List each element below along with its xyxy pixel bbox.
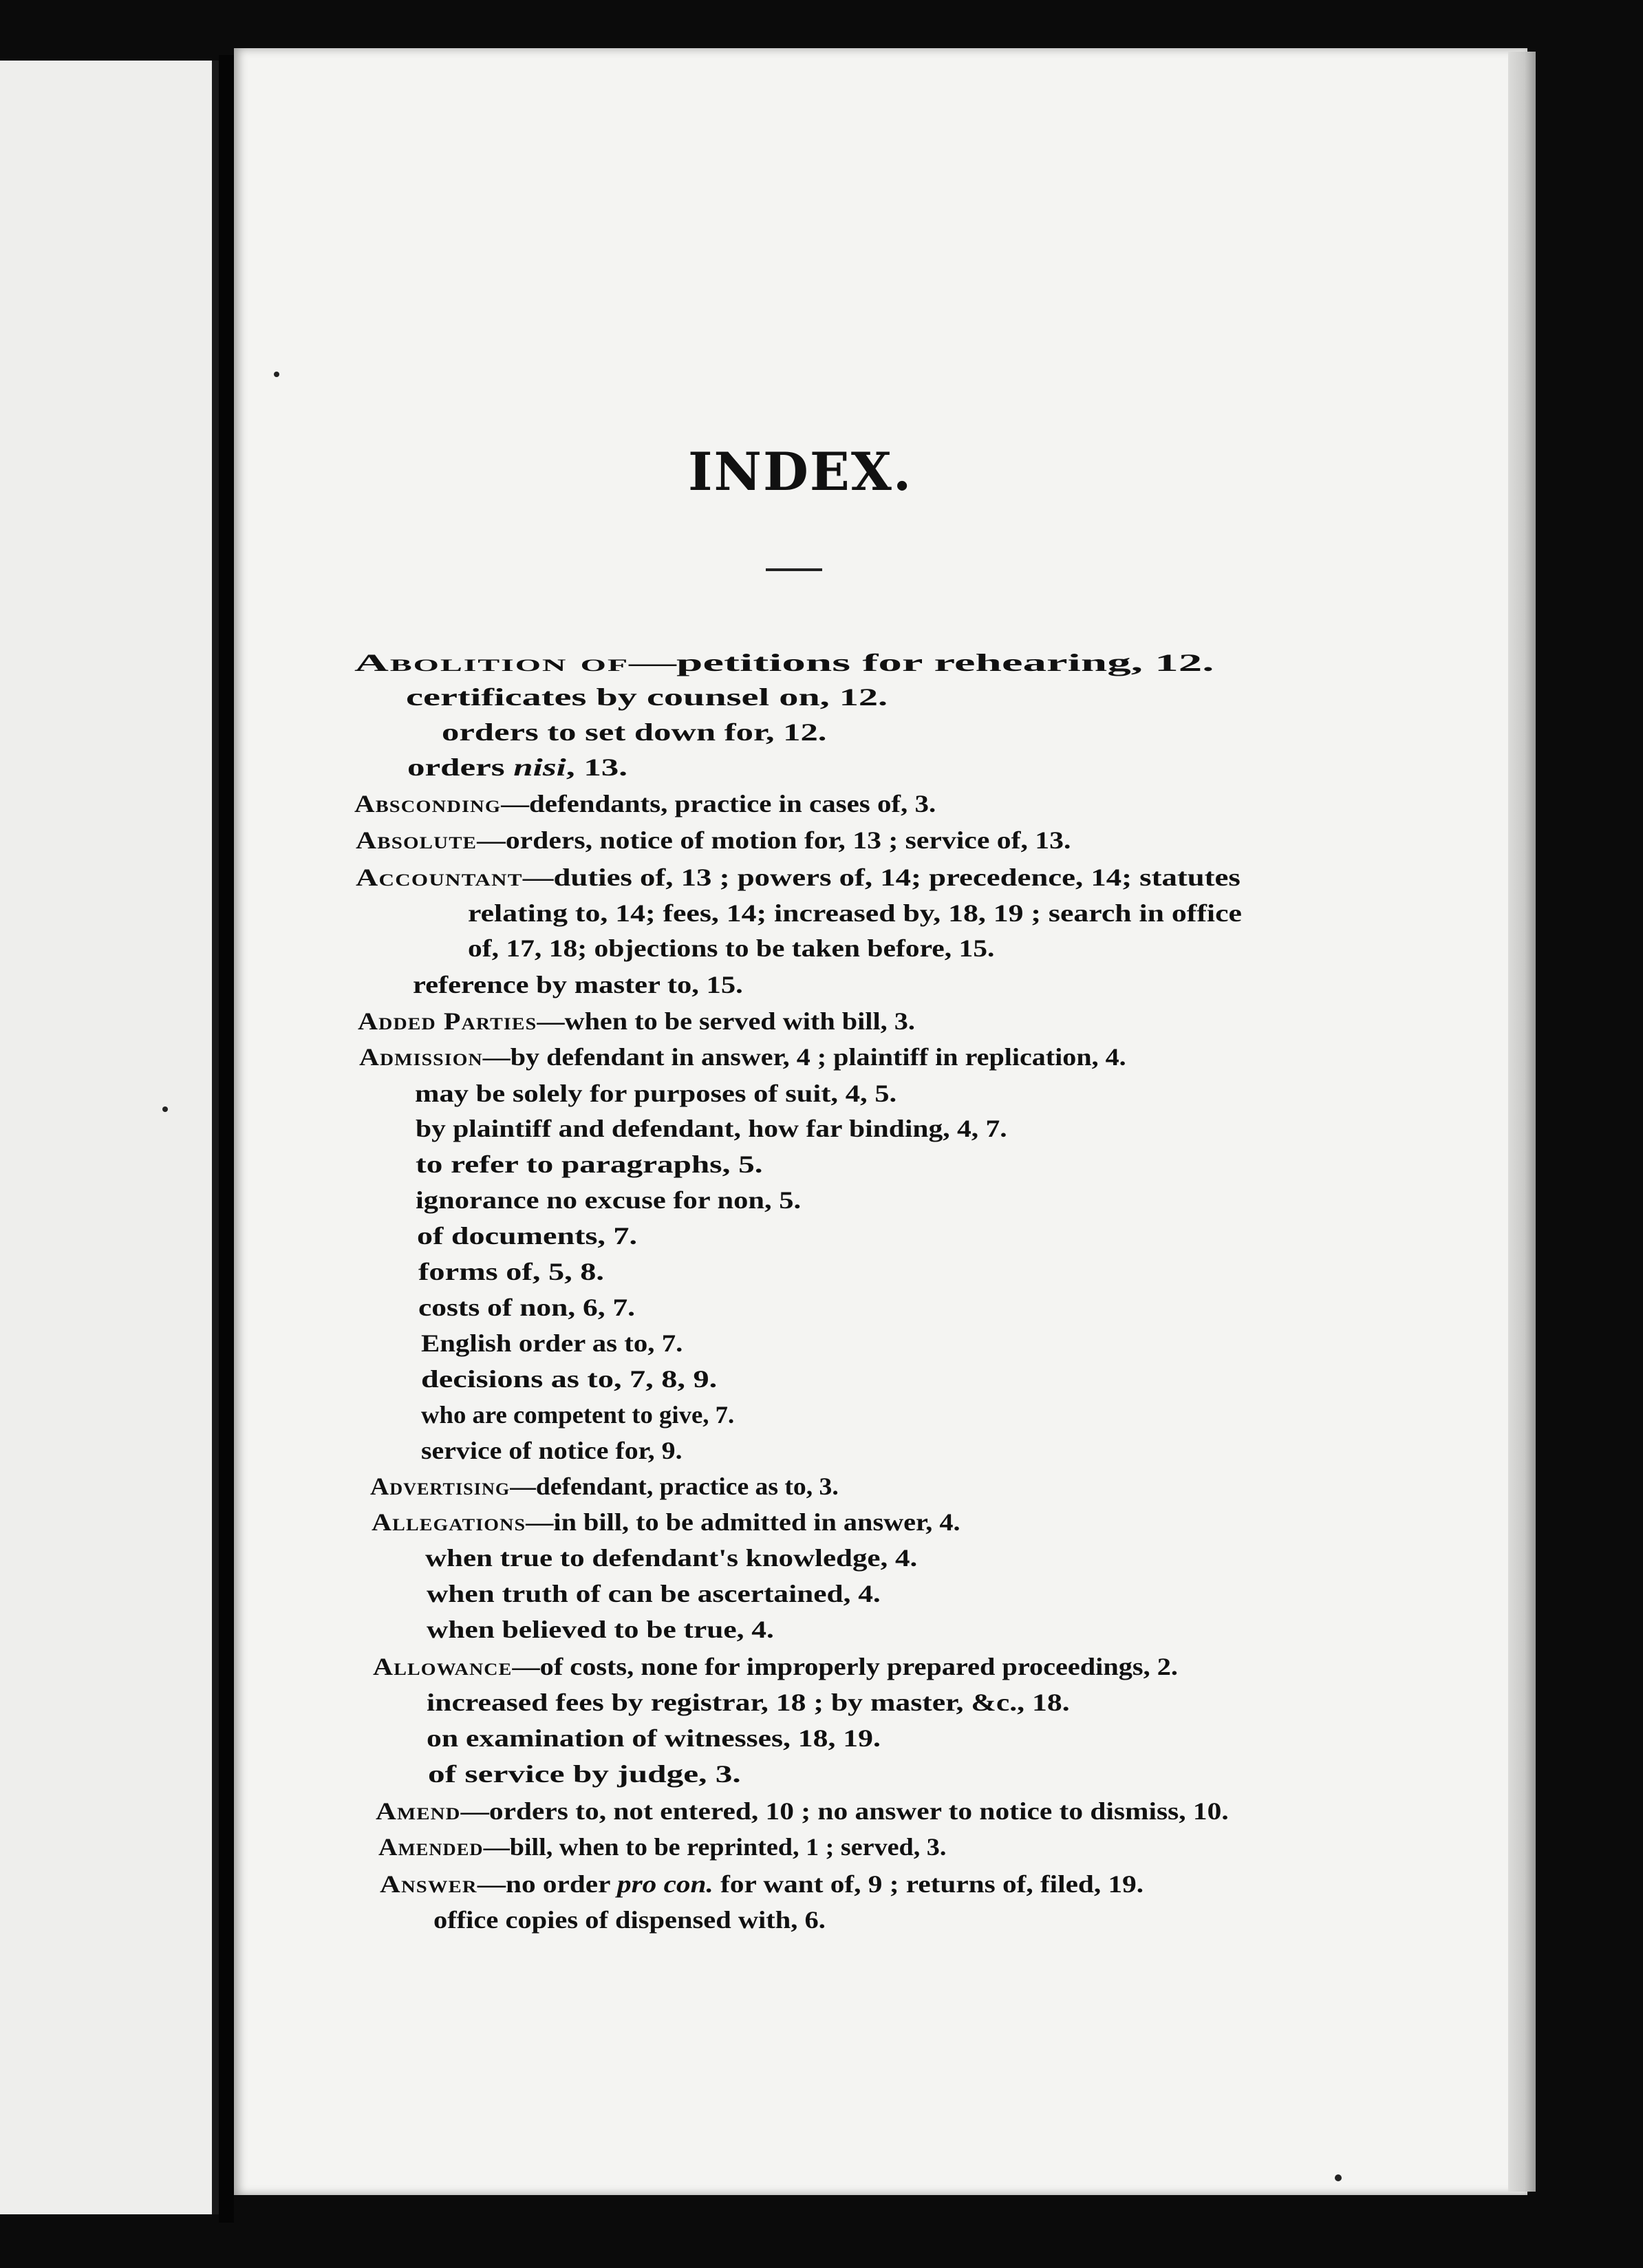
index-subentry bbox=[416, 1188, 801, 1212]
index-subentry bbox=[418, 1259, 604, 1284]
entry-text: —petitions for rehearing, 12. bbox=[629, 649, 1214, 676]
entry-text: English order as to, 7. bbox=[421, 1329, 683, 1357]
index-subentry bbox=[416, 1116, 1007, 1141]
index-subentry bbox=[421, 1402, 734, 1427]
index-subentry bbox=[427, 1690, 1070, 1715]
index-entry bbox=[378, 1834, 946, 1859]
page-title: INDEX. bbox=[688, 441, 913, 502]
index-entry bbox=[359, 1045, 1126, 1069]
index-subentry bbox=[407, 755, 627, 780]
index-entry bbox=[356, 865, 1241, 890]
speck bbox=[1335, 2174, 1342, 2181]
entry-text: orders bbox=[407, 753, 514, 781]
entry-heading: Amended bbox=[378, 1833, 484, 1861]
index-subentry bbox=[425, 1545, 917, 1570]
index-subentry bbox=[433, 1907, 826, 1932]
entry-text: forms of, 5, 8. bbox=[418, 1258, 604, 1285]
speck bbox=[274, 372, 279, 377]
index-entry bbox=[354, 791, 936, 816]
entry-heading: Answer bbox=[380, 1870, 477, 1898]
index-subentry bbox=[427, 1726, 881, 1751]
entry-text: orders to set down for, 12. bbox=[442, 718, 827, 746]
index-subentry bbox=[413, 972, 743, 997]
entry-text: —bill, when to be reprinted, 1 ; served, 3. bbox=[483, 1833, 947, 1861]
entry-text: —orders, notice of motion for, 13 ; service of, 13. bbox=[477, 826, 1071, 854]
entry-text: of, 17, 18; objections to be taken before, 15. bbox=[468, 934, 995, 962]
entry-text: —by defendant in answer, 4 ; plaintiff in replication, 4. bbox=[482, 1043, 1126, 1071]
index-subentry bbox=[417, 1223, 637, 1248]
index-subentry bbox=[427, 1617, 774, 1642]
speck bbox=[162, 1106, 168, 1112]
entry-text: certificates by counsel on, 12. bbox=[406, 683, 888, 711]
index-entry bbox=[358, 1009, 915, 1034]
entry-text: may be solely for purposes of suit, 4, 5. bbox=[415, 1080, 897, 1107]
entry-text: office copies of dispensed with, 6. bbox=[433, 1906, 826, 1934]
entry-heading: Advertising bbox=[370, 1473, 511, 1500]
index-subentry bbox=[427, 1581, 881, 1606]
index-subentry bbox=[421, 1438, 683, 1463]
entry-heading: Absconding bbox=[354, 790, 502, 817]
entry-text: service of notice for, 9. bbox=[421, 1437, 683, 1464]
entry-text: when truth of can be ascertained, 4. bbox=[427, 1580, 881, 1607]
entry-heading: Added Parties bbox=[358, 1007, 537, 1035]
entry-text: —no order bbox=[477, 1870, 617, 1898]
index-subentry bbox=[406, 685, 888, 709]
index-subentry bbox=[428, 1762, 741, 1786]
entry-heading: Allowance bbox=[373, 1653, 513, 1680]
entry-text: ignorance no excuse for non, 5. bbox=[416, 1186, 802, 1214]
index-entry bbox=[354, 650, 1214, 675]
index-entry bbox=[372, 1510, 960, 1534]
index-subentry bbox=[418, 1295, 635, 1320]
entry-text: —duties of, 13 ; powers of, 14; precedence, 14; statutes bbox=[522, 864, 1241, 891]
entry-text: relating to, 14; fees, 14; increased by, 18, 19 ; search in office bbox=[468, 899, 1242, 927]
entry-heading: Amend bbox=[376, 1797, 461, 1825]
entry-italic: pro con. bbox=[616, 1870, 713, 1898]
entry-heading: Abolition of bbox=[354, 649, 630, 676]
entry-text: who are competent to give, 7. bbox=[421, 1401, 735, 1429]
entry-text: of service by judge, 3. bbox=[428, 1760, 741, 1788]
entry-text: by plaintiff and defendant, how far binding, 4, 7. bbox=[416, 1115, 1007, 1142]
index-subentry bbox=[468, 936, 994, 961]
index-subentry bbox=[416, 1152, 763, 1177]
entry-heading: Allegations bbox=[372, 1508, 526, 1536]
index-entry bbox=[380, 1872, 1143, 1896]
entry-text: on examination of witnesses, 18, 19. bbox=[427, 1724, 881, 1752]
index-subentry bbox=[468, 901, 1242, 926]
entry-heading: Absolute bbox=[356, 826, 477, 854]
entry-text: —of costs, none for improperly prepared proceedings, 2. bbox=[512, 1653, 1178, 1680]
entry-text: when believed to be true, 4. bbox=[427, 1616, 774, 1643]
index-subentry bbox=[415, 1081, 896, 1106]
index-subentry bbox=[421, 1367, 717, 1391]
index-entry bbox=[376, 1799, 1229, 1823]
index-entry bbox=[373, 1654, 1178, 1679]
index-subentry bbox=[442, 720, 826, 745]
entry-text: reference by master to, 15. bbox=[413, 971, 743, 998]
entry-text: , 13. bbox=[566, 753, 628, 781]
entry-italic: nisi bbox=[513, 753, 566, 781]
entry-text: to refer to paragraphs, 5. bbox=[416, 1151, 763, 1178]
index-entry bbox=[370, 1474, 839, 1499]
entry-text: decisions as to, 7, 8, 9. bbox=[421, 1365, 718, 1393]
entry-text: —when to be served with bill, 3. bbox=[537, 1007, 915, 1035]
entry-text: —defendants, practice in cases of, 3. bbox=[501, 790, 936, 817]
entry-text: when true to defendant's knowledge, 4. bbox=[425, 1544, 918, 1572]
entry-text: —orders to, not entered, 10 ; no answer to notice to dismiss, 10. bbox=[460, 1797, 1229, 1825]
entry-text: increased fees by registrar, 18 ; by master, &c., 18. bbox=[427, 1689, 1070, 1716]
index-entry bbox=[356, 828, 1071, 853]
entry-text: —in bill, to be admitted in answer, 4. bbox=[526, 1508, 960, 1536]
entry-heading: Admission bbox=[359, 1043, 483, 1071]
index-subentry bbox=[421, 1331, 683, 1356]
entry-text: for want of, 9 ; returns of, filed, 19. bbox=[713, 1870, 1144, 1898]
entry-text: —defendant, practice as to, 3. bbox=[510, 1473, 839, 1500]
entry-text: of documents, 7. bbox=[417, 1222, 637, 1250]
entry-text: costs of non, 6, 7. bbox=[418, 1294, 636, 1321]
entry-heading: Accountant bbox=[356, 864, 523, 891]
